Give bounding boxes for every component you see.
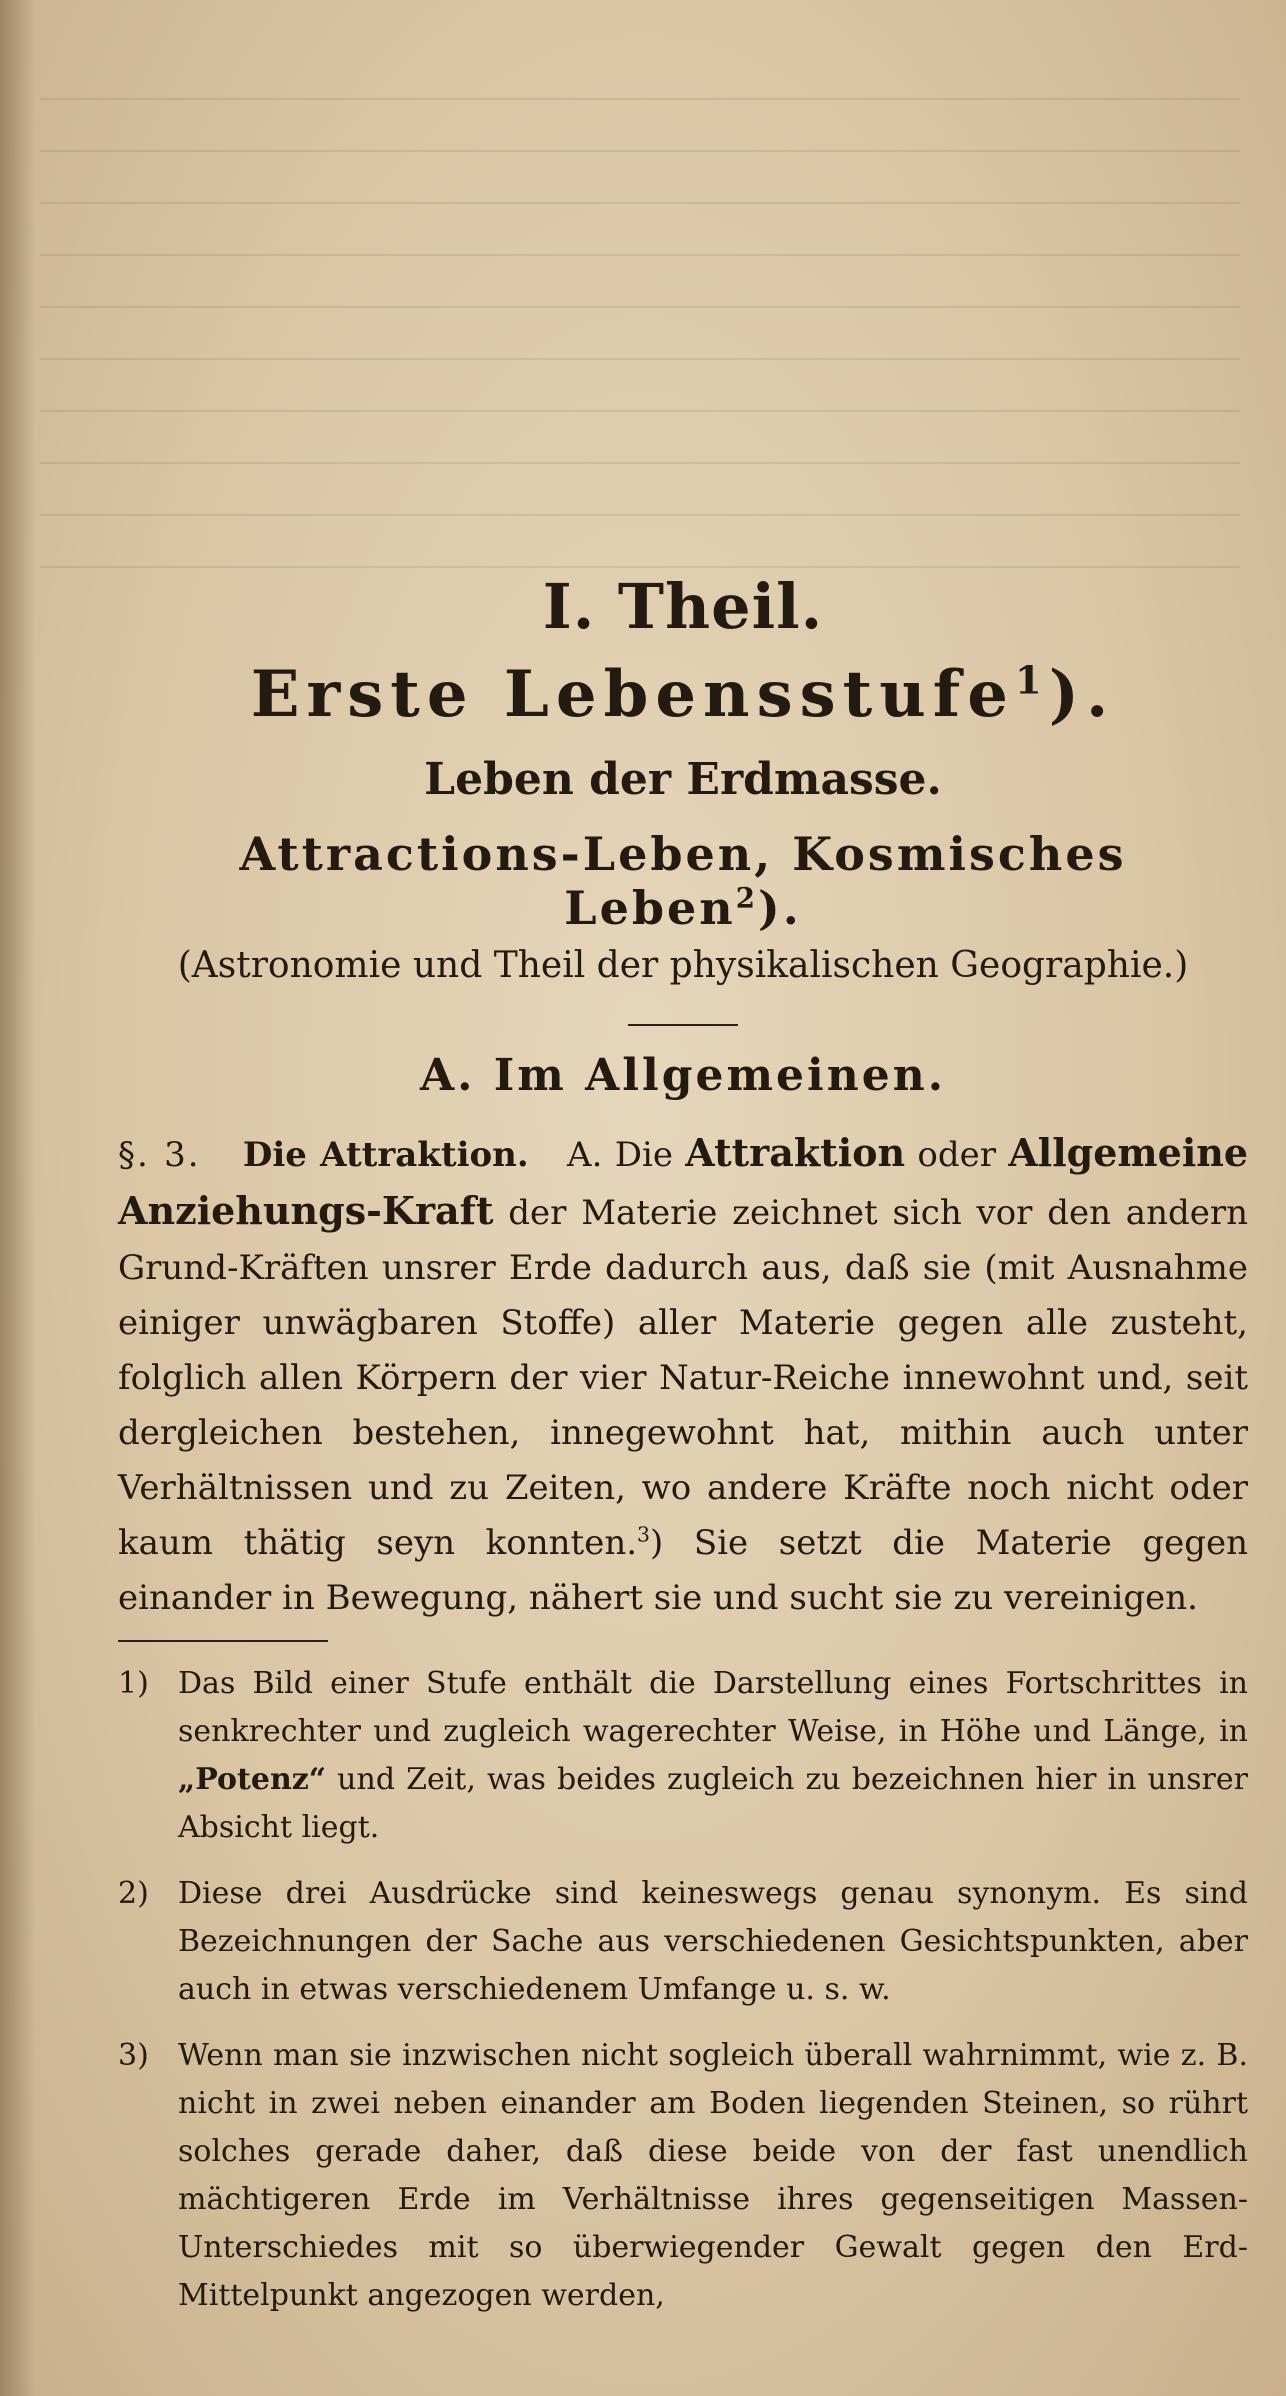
footnote-1-text-after: und Zeit, was beides zugleich zu bezeichnen hier in unsrer Absicht liegt. xyxy=(178,1762,1248,1845)
attraction-heading xyxy=(118,827,1248,935)
footnote-1-mark: 1) xyxy=(118,1666,149,1701)
attraction-heading-close: ). xyxy=(757,881,802,935)
section-text-3: der Materie zeichnet sich vor den andern Grund-Kräften unsrer Erde dadurch aus, daß sie (mit Ausnahme einiger unwägbaren Stoffe) aller Materie gegen alle zusteht, folglich allen Körpern der vier Natur-Reiche innewohnt und, seit dergleichen bestehen, innegewohnt hat, mithin auch unter Verhältnissen und zu Zeiten, wo andere Kräfte noch nicht oder kaum thätig seyn konnten. xyxy=(118,1193,1248,1563)
parenthetical-heading: (Astronomie und Theil der physikalischen Geographie.) xyxy=(177,945,1189,986)
stage-footnote-ref[interactable]: 1 xyxy=(1014,658,1049,704)
page-content xyxy=(118,560,1248,2320)
subtitle-heading: Leben der Erdmasse. xyxy=(424,754,942,805)
section-footnote-ref[interactable]: 3 xyxy=(637,1522,651,1547)
section-text-1: Die xyxy=(614,1135,673,1175)
footnote-3-text: Wenn man sie inzwischen nicht sogleich überall wahrnimmt, wie z. B. nicht in zwei neben einander am Boden liegenden Steinen, so rührt solches gerade daher, daß diese beide von der fast unendlich mächtigeren Erde im Verhältnisse ihres gegenseitigen Massen-Unterschiedes mit so überwiegender Gewalt gegen den Erd-Mittelpunkt angezogen werden, xyxy=(178,2038,1248,2313)
page-gutter-shadow xyxy=(0,0,36,2396)
heading-divider xyxy=(628,1024,738,1026)
attraction-footnote-ref[interactable]: 2 xyxy=(735,881,758,915)
stage-heading-close: ). xyxy=(1048,657,1116,732)
show-through-from-reverse xyxy=(40,60,1240,580)
stage-heading-text: Erste Lebensstufe xyxy=(250,657,1015,732)
footnote-2 xyxy=(118,1870,1248,2014)
section-text-2: oder xyxy=(917,1135,997,1175)
section-text-4: ) Sie setzt die Materie gegen einander in Bewegung, nähert sie und sucht sie zu vereinigen. xyxy=(118,1523,1248,1618)
section-strong-2: Allgemeine Anziehungs-Kraft xyxy=(118,1130,1249,1233)
footnote-1 xyxy=(118,1660,1248,1852)
section-a-heading: A. Im Allgemeinen. xyxy=(419,1050,947,1101)
section-title: Die Attraktion. xyxy=(242,1135,529,1175)
footnote-2-mark: 2) xyxy=(118,1876,149,1911)
footnote-2-text: Diese drei Ausdrücke sind keineswegs genau synonym. Es sind Bezeichnungen der Sache aus verschiedenen Gesichtspunkten, aber auch in etwas verschiedenem Umfange u. s. w. xyxy=(178,1876,1248,2007)
section-number: §. 3. xyxy=(118,1135,201,1175)
footnote-3-mark: 3) xyxy=(118,2038,149,2073)
section-paragraph xyxy=(118,1125,1248,1626)
footnote-1-text-before: Das Bild einer Stufe enthält die Darstellung eines Fortschrittes in senkrechter und zugleich wagerechter Weise, in Höhe und Länge, in xyxy=(178,1666,1248,1749)
section-strong-1: Attraktion xyxy=(685,1130,906,1175)
footnote-3 xyxy=(118,2032,1248,2320)
stage-heading xyxy=(118,657,1248,732)
footnote-divider xyxy=(118,1640,328,1642)
footnote-1-text xyxy=(178,1660,1248,1852)
part-heading: I. Theil. xyxy=(542,570,824,643)
footnote-1-strong: „Potenz“ xyxy=(178,1762,327,1797)
section-lead-letter: A. xyxy=(567,1135,603,1175)
attraction-heading-text: Attractions-Leben, Kosmisches Leben xyxy=(239,827,1127,935)
